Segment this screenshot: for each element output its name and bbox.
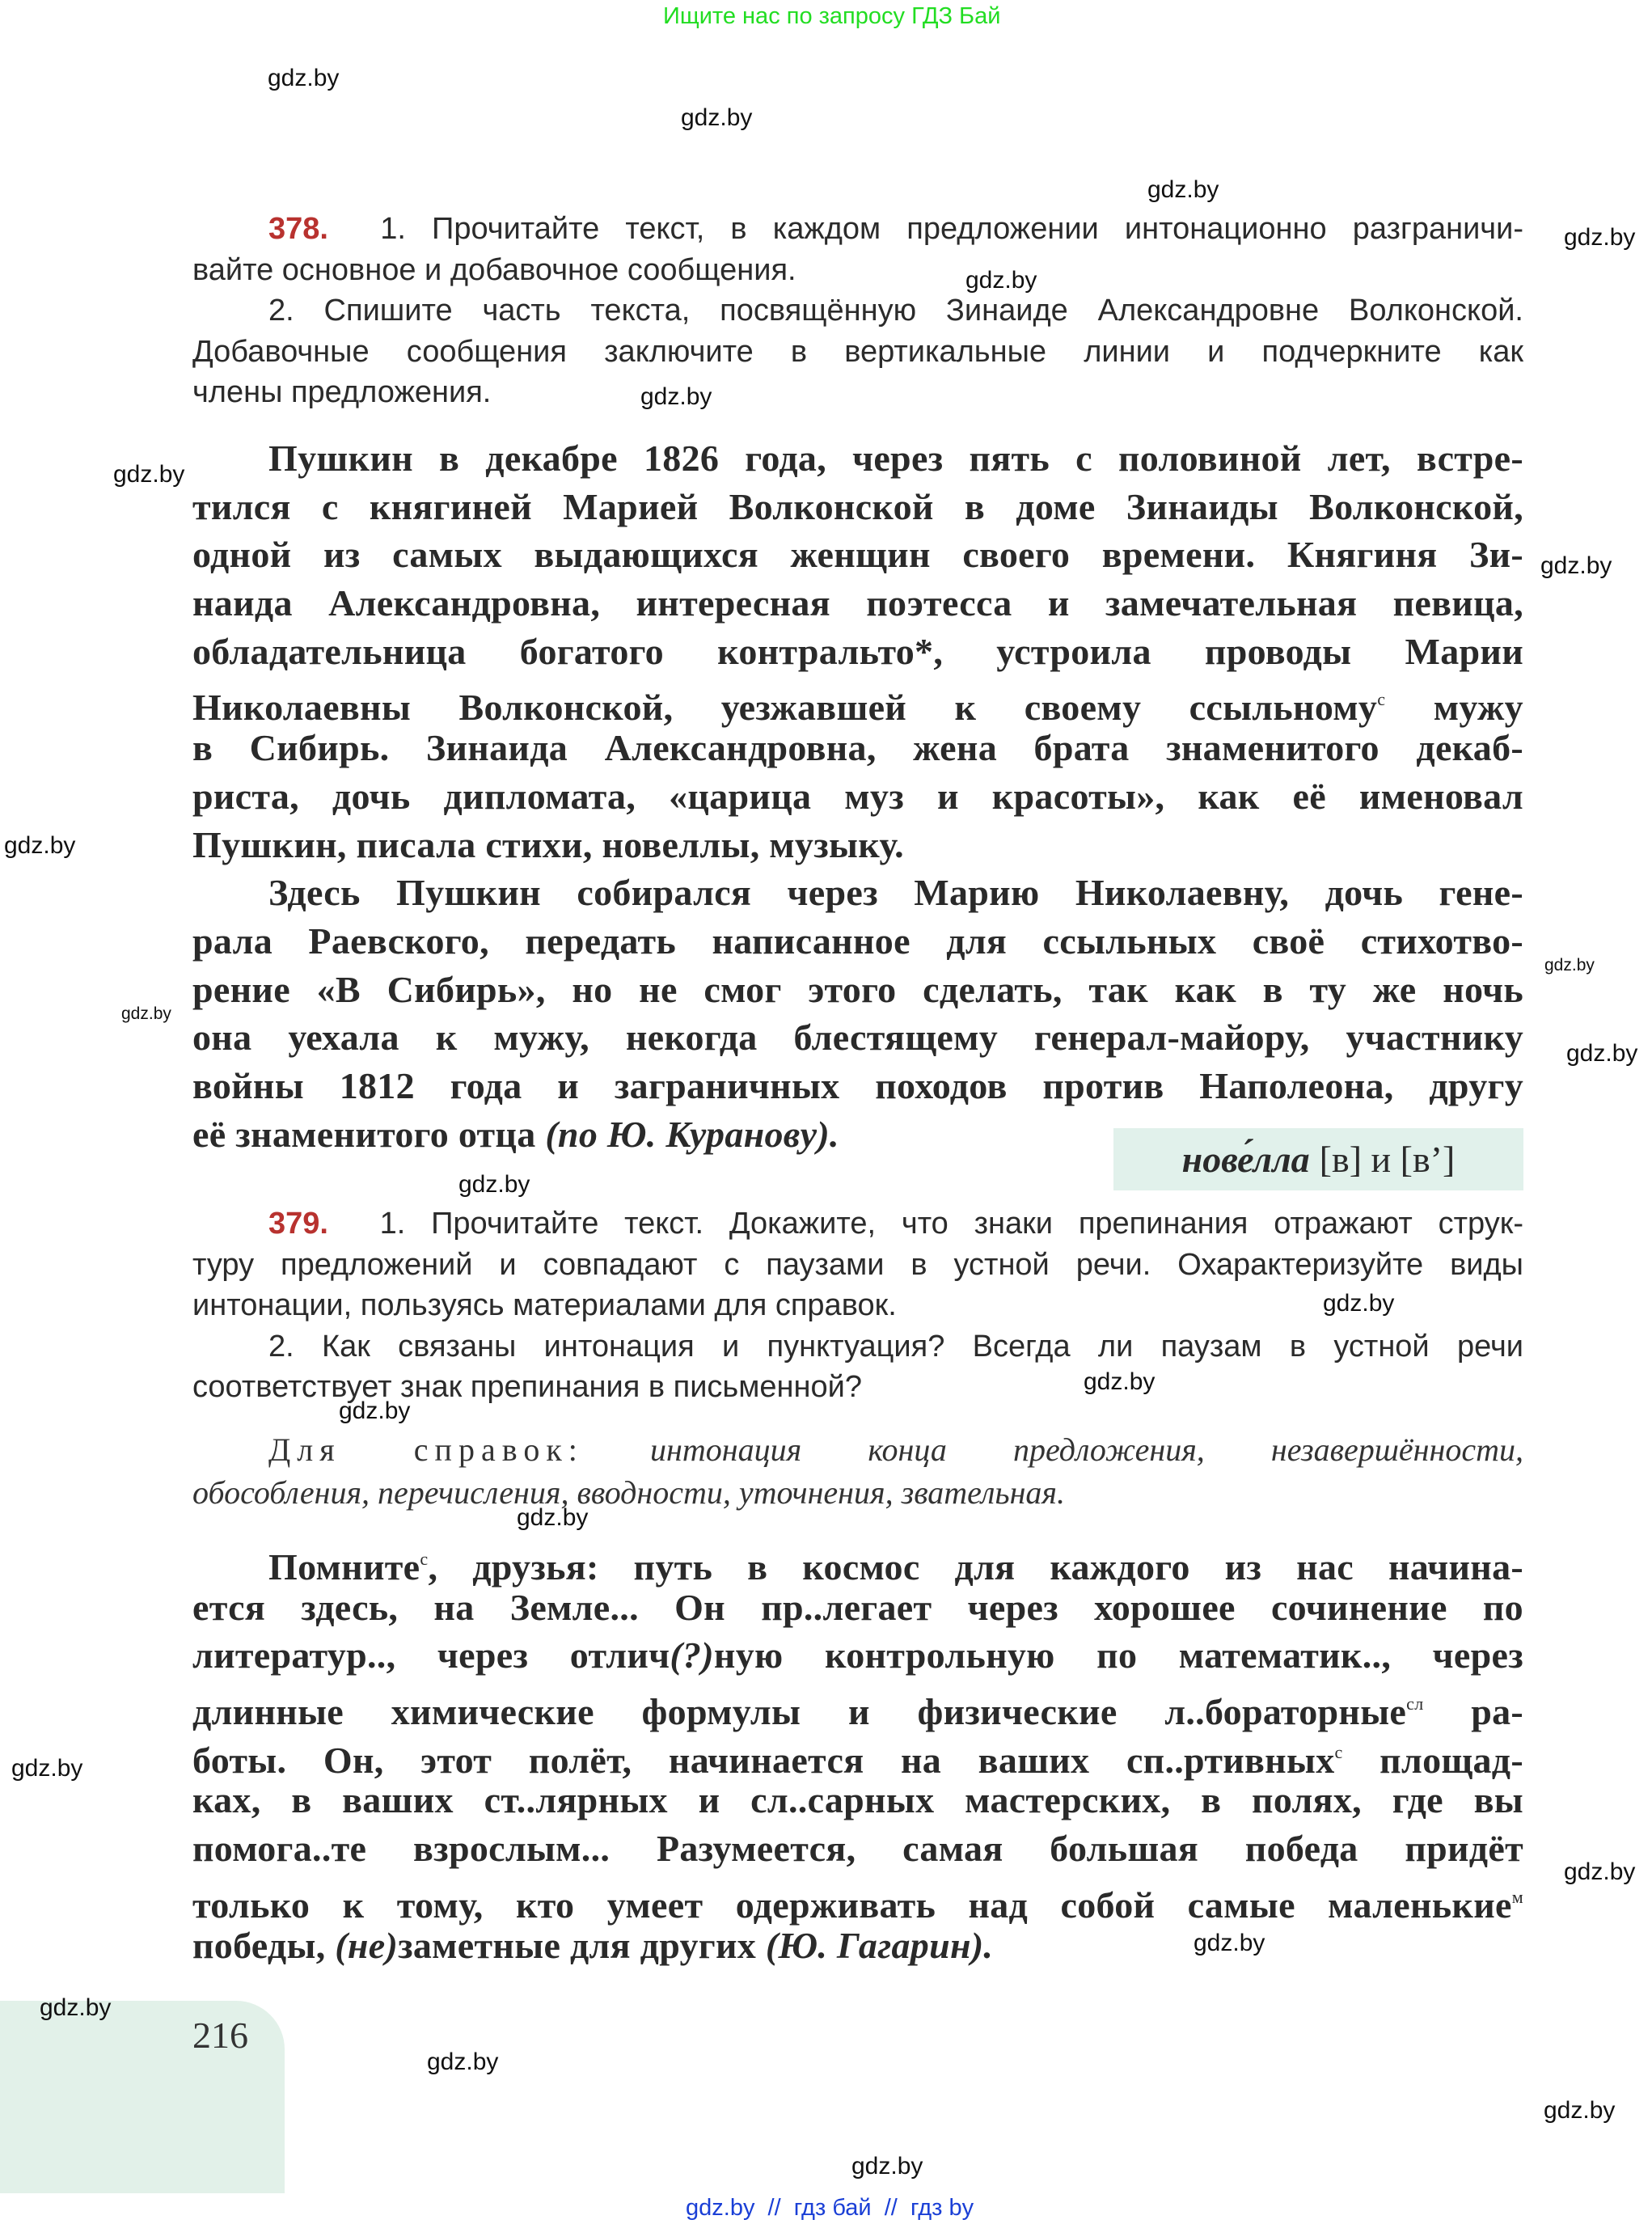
text-segment: ную контрольную по математик.., через [713,1634,1523,1676]
text-segment: победы, [192,1924,336,1966]
text-line [192,1062,1523,1110]
text-segment: 1. Прочитайте текст. Докажите, что знаки препинания отражают струк- [327,1207,1523,1241]
text-line [192,675,1523,729]
text-segment: её знаменитого отца [192,1113,546,1155]
italic-segment: (не) [335,1924,399,1966]
text-segment: , друзья: путь в космос для каждого из нас начина- [428,1546,1523,1588]
vocabulary-word: нове́лла [1181,1139,1310,1180]
text-line [192,434,1523,483]
text-segment: она уехала к мужу, некогда блестящему генерал-майору, участнику [192,1017,1523,1059]
text-line [192,1631,1523,1680]
text-line [192,772,1523,821]
text-segment: Пушкин, писала стихи, новеллы, музыку. [192,823,904,865]
watermark: gdz.by [517,1504,589,1531]
text-line [192,1776,1523,1824]
watermark: gdz.by [1194,1930,1265,1956]
search-hint-banner: Ищите нас по запросу ГДЗ Бай [663,3,1001,29]
text-line [192,1428,1523,1471]
text-segment: боты. Он, этот полёт, начинается на ваших сп..ртивных [192,1739,1335,1781]
watermark: gdz.by [1147,176,1219,203]
text-segment: вайте основное и добавочное сообщения. [192,252,796,287]
text-line [192,209,1523,250]
text-segment: рение «В Сибирь», но не смог этого сделать, так как в ту же ночь [192,968,1523,1010]
text-line [192,1922,1523,1970]
text-segment: Добавочные сообщения заключите в вертикальные линии и подчеркните как [192,334,1523,369]
watermark: gdz.by [4,832,76,859]
exercise-379-reference [192,1428,1523,1514]
text-segment: Помните [268,1546,420,1588]
italic-segment: (Ю. Гагарин). [765,1924,994,1966]
text-segment: 2. Спишите часть текста, посвящённую Зинаиде Александровне Волконской. [268,294,1523,328]
text-line [192,250,1523,291]
text-line [192,290,1523,332]
italic-segment: (?) [670,1634,714,1676]
text-line [192,966,1523,1014]
exercise-number: 378. [268,212,328,246]
text-segment: ется здесь, на Земле... Он пр..легает через хорошее сочинение по [192,1586,1523,1628]
text-line [192,1326,1523,1368]
text-segment: тился с княгиней Марией Волконской в доме Зинаиды Волконской, [192,485,1523,527]
text-segment: только к тому, кто умеет одерживать над собой самые маленькие [192,1884,1512,1926]
text-segment: обладательница богатого контральто*, устроила проводы Марии [192,630,1523,672]
watermark: gdz.by [1564,224,1636,251]
text-line [192,1471,1523,1514]
text-line [192,483,1523,531]
text-segment: 2. Как связаны интонация и пунктуация? Всегда ли паузам в устной речи [268,1329,1523,1364]
text-segment: длинные химические формулы и физические л..бораторные [192,1691,1407,1733]
footnote-mark: сл [1406,1693,1424,1715]
text-line [192,372,1523,413]
text-segment: ра- [1423,1691,1524,1733]
italic-segment: интонация конца предложения, незавершённости, [583,1431,1524,1468]
vocabulary-transcription: [в] и [в’] [1319,1139,1456,1180]
text-segment: одной из самых выдающихся женщин своего времени. Княгиня Зи- [192,534,1523,576]
watermark: gdz.by [339,1397,411,1424]
text-line [192,1873,1523,1926]
text-segment: наида Александровна, интересная поэтесса и замечательная певица, [192,582,1523,624]
text-line [192,531,1523,579]
watermark: gdz.by [268,65,340,91]
text-segment: соответствует знак препинания в письменной? [192,1370,862,1404]
text-line [192,1203,1523,1245]
watermark: gdz.by [640,383,712,410]
text-line [192,1728,1523,1781]
watermark: gdz.by [1540,552,1612,579]
exercise-379-text [192,1535,1523,1969]
watermark: gdz.by [1544,956,1595,975]
text-segment: Здесь Пушкин собирался через Марию Николаевну, дочь гене- [268,872,1523,914]
watermark: gdz.by [1323,1290,1395,1317]
reference-label: Для справок: [268,1431,584,1468]
italic-segment: обособления, перечисления, вводности, уточнения, звательная. [192,1474,1066,1511]
watermark: gdz.by [458,1171,530,1198]
text-segment: рала Раевского, передать написанное для ссыльных своё стихотво- [192,920,1523,962]
text-line [192,1583,1523,1632]
text-line [192,1680,1524,1733]
text-line [192,628,1523,676]
text-segment: туру предложений и совпадают с паузами в устной речи. Охарактеризуйте виды [192,1247,1523,1282]
watermark: gdz.by [851,2153,923,2180]
text-line [192,821,1523,869]
text-segment: помога..те взрослым... Разумеется, самая большая победа придёт [192,1828,1523,1870]
text-line [192,1245,1523,1286]
watermark: gdz.by [1544,2097,1616,2124]
watermark: gdz.by [965,267,1037,294]
text-segment: мужу [1385,687,1523,729]
text-line [192,869,1523,917]
watermark: gdz.by [681,104,753,131]
watermark: gdz.by [427,2049,499,2075]
text-line [192,1013,1523,1062]
exercise-number: 379. [268,1207,328,1241]
vocabulary-box [1113,1128,1523,1190]
watermark: gdz.by [40,1994,112,2021]
text-segment: войны 1812 года и заграничных походов против Наполеона, другу [192,1064,1523,1106]
text-segment: заметные для других [398,1924,766,1966]
text-segment: интонации, пользуясь материалами для справок. [192,1288,897,1322]
text-segment: литератур.., через отлич [192,1634,670,1676]
text-line [192,917,1523,966]
watermark: gdz.by [1564,1858,1636,1885]
text-line [192,579,1523,628]
footnote-mark: с [420,1549,429,1569]
watermark: gdz.by [113,461,185,488]
watermark: gdz.by [121,1004,171,1023]
footer-links[interactable]: gdz.by // гдз бай // гдз by [686,2195,974,2221]
text-line [192,724,1523,772]
text-segment: Николаевны Волконской, уезжавшей к своему ссыльному [192,687,1378,729]
exercise-378-text [192,434,1523,1158]
footnote-mark: с [1334,1741,1343,1762]
watermark: gdz.by [1566,1040,1638,1067]
watermark: gdz.by [1084,1368,1156,1395]
footnote-mark: м [1511,1886,1523,1907]
text-segment: площад- [1342,1739,1523,1781]
text-line [192,332,1523,373]
text-segment: в Сибирь. Зинаида Александровна, жена брата знаменитого декаб- [192,727,1523,769]
text-segment: Пушкин в декабре 1826 года, через пять с половиной лет, встре- [268,438,1523,479]
page-number: 216 [192,2015,248,2056]
text-segment: риста, дочь дипломата, «царица муз и красоты», как её именовал [192,775,1523,817]
exercise-378-instructions [192,209,1523,413]
text-segment: 1. Прочитайте текст, в каждом предложении интонационно разграничи- [327,212,1523,246]
text-segment: члены предложения. [192,375,492,409]
text-line [192,1824,1523,1873]
watermark: gdz.by [11,1755,83,1782]
footnote-mark: с [1377,689,1386,710]
text-segment: ках, в ваших ст..лярных и сл..сарных мастерских, в полях, где вы [192,1779,1523,1821]
italic-segment: (по Ю. Куранову). [545,1113,839,1155]
text-line [192,1535,1523,1588]
